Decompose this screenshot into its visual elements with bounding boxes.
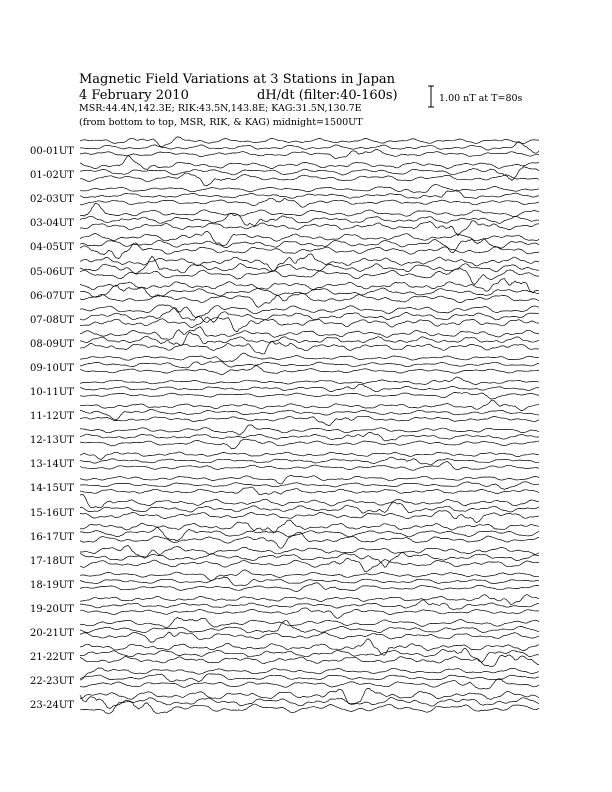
trace-rik-12 <box>80 432 539 441</box>
trace-msr-10 <box>80 392 539 399</box>
trace-order-note: (from bottom to top, MSR, RIK, & KAG) midnight=1500UT <box>79 117 363 128</box>
trace-rik-9 <box>80 361 539 368</box>
trace-msr-18 <box>80 583 539 592</box>
trace-rik-19 <box>80 600 539 610</box>
trace-kag-10 <box>80 377 539 385</box>
hour-label: 04-05UT <box>30 242 74 254</box>
hour-label: 20-21UT <box>30 628 74 639</box>
hour-label: 01-02UT <box>30 170 74 182</box>
trace-rik-22 <box>80 674 539 682</box>
trace-msr-8 <box>80 341 539 354</box>
hour-label: 07-08UT <box>30 314 74 326</box>
hour-label: 22-23UT <box>30 676 74 688</box>
hour-label: 09-10UT <box>30 362 74 374</box>
trace-msr-15 <box>80 511 539 523</box>
hour-label: 16-17UT <box>30 531 74 543</box>
trace-msr-7 <box>80 317 539 332</box>
trace-msr-17 <box>80 559 539 572</box>
trace-msr-6 <box>80 294 539 308</box>
hour-label: 02-03UT <box>30 194 74 206</box>
scale-bar <box>428 86 434 107</box>
trace-rik-13 <box>80 457 539 465</box>
trace-msr-16 <box>80 532 539 548</box>
hour-label: 05-06UT <box>30 266 74 278</box>
trace-msr-1 <box>80 173 539 186</box>
trace-rik-11 <box>80 410 539 420</box>
trace-kag-12 <box>80 425 539 435</box>
trace-rik-16 <box>80 528 539 541</box>
trace-kag-11 <box>80 400 539 410</box>
trace-msr-2 <box>80 198 539 207</box>
trace-rik-10 <box>80 384 539 392</box>
trace-rik-0 <box>80 142 539 154</box>
trace-rik-6 <box>80 285 539 297</box>
hour-label: 06-07UT <box>30 290 74 302</box>
trace-rik-1 <box>80 167 539 181</box>
trace-kag-18 <box>80 570 539 581</box>
trace-kag-15 <box>80 495 539 508</box>
hour-label: 00-01UT <box>30 146 74 157</box>
trace-kag-20 <box>80 617 539 627</box>
hour-label: 14-15UT <box>30 483 74 495</box>
trace-msr-23 <box>80 701 539 714</box>
trace-msr-0 <box>80 150 539 159</box>
trace-msr-20 <box>80 632 539 642</box>
hour-label: 21-22UT <box>30 652 74 664</box>
hour-label: 23-24UT <box>30 700 74 712</box>
trace-msr-3 <box>80 221 539 236</box>
hour-label: 12-13UT <box>30 435 74 447</box>
trace-msr-12 <box>80 439 539 449</box>
trace-kag-5 <box>80 254 539 271</box>
chart-title: Magnetic Field Variations at 3 Stations in Japan <box>79 72 396 87</box>
hour-label: 18-19UT <box>30 579 74 591</box>
trace-msr-11 <box>80 416 539 425</box>
hour-label: 03-04UT <box>30 218 74 230</box>
trace-msr-19 <box>80 608 539 618</box>
trace-kag-9 <box>80 353 539 362</box>
hour-label: 19-20UT <box>30 603 74 615</box>
trace-kag-21 <box>80 639 539 655</box>
trace-kag-6 <box>80 279 539 293</box>
trace-msr-9 <box>80 366 539 375</box>
trace-msr-5 <box>80 269 539 285</box>
hour-label: 15-16UT <box>30 507 74 519</box>
trace-rik-5 <box>80 256 539 274</box>
hour-label: 08-09UT <box>30 338 74 350</box>
trace-rik-2 <box>80 190 539 199</box>
trace-group <box>80 137 539 714</box>
hour-label: 13-14UT <box>30 459 74 471</box>
trace-kag-3 <box>80 203 539 216</box>
trace-msr-13 <box>80 462 539 471</box>
scale-bar-label: 1.00 nT at T=80s <box>439 93 523 104</box>
station-coordinates: MSR:44.4N,142.3E; RIK:43.5N,143.8E; KAG:31.5N,130.7E <box>79 103 362 114</box>
trace-kag-13 <box>80 452 539 460</box>
trace-msr-22 <box>80 679 539 689</box>
trace-msr-21 <box>80 655 539 667</box>
trace-kag-19 <box>80 595 539 605</box>
trace-kag-1 <box>80 156 539 170</box>
hour-label: 11-12UT <box>30 411 74 423</box>
trace-rik-14 <box>80 482 539 490</box>
chart-date: 4 February 2010 <box>79 88 189 103</box>
trace-msr-14 <box>80 487 539 495</box>
hour-label: 10-11UT <box>30 387 74 398</box>
trace-msr-4 <box>80 243 539 259</box>
chart-quantity: dH/dt (filter:40-160s) <box>257 88 398 103</box>
hour-label: 17-18UT <box>30 555 74 567</box>
trace-kag-2 <box>80 184 539 193</box>
